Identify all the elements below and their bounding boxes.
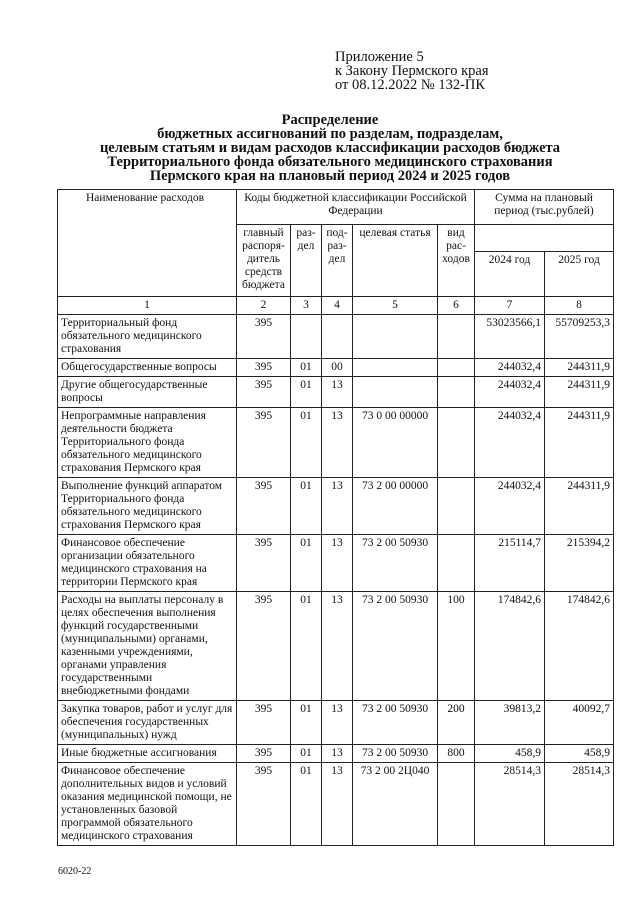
row-vr <box>438 408 475 478</box>
row-sum-2024: 53023566,1 <box>475 315 545 359</box>
table-row <box>58 745 614 763</box>
row-cs <box>353 377 438 408</box>
row-name: Закупка товаров, работ и услуг для обеспечения государственных (муниципальных) нужд <box>58 701 237 745</box>
row-sum-2025: 244311,9 <box>545 359 614 377</box>
row-sum-2024: 458,9 <box>475 745 545 763</box>
row-cs: 73 2 00 50930 <box>353 701 438 745</box>
row-cs: 73 2 00 50930 <box>353 745 438 763</box>
row-name: Иные бюджетные ассигнования <box>58 745 237 763</box>
col-number-3: 3 <box>291 297 322 315</box>
col-number-5: 5 <box>353 297 438 315</box>
row-rz <box>291 315 322 359</box>
row-sum-2025: 458,9 <box>545 745 614 763</box>
table-row <box>58 478 614 535</box>
budget-table <box>57 189 614 846</box>
header-year-2024: 2024 год <box>475 252 545 297</box>
row-rz: 01 <box>291 763 322 846</box>
row-glav: 395 <box>237 315 291 359</box>
row-glav: 395 <box>237 377 291 408</box>
row-rz: 01 <box>291 408 322 478</box>
row-glav: 395 <box>237 701 291 745</box>
row-name: Другие общегосударственные вопросы <box>58 377 237 408</box>
row-glav: 395 <box>237 592 291 701</box>
row-glav: 395 <box>237 408 291 478</box>
row-pr: 13 <box>322 408 353 478</box>
row-vr <box>438 478 475 535</box>
title-line-4: Территориального фонда обязательного медицинского страхования <box>107 154 553 170</box>
row-sum-2025: 244311,9 <box>545 377 614 408</box>
title-line-1: Распределение <box>281 112 379 128</box>
table-row <box>58 315 614 359</box>
table-row <box>58 701 614 745</box>
table-row <box>58 592 614 701</box>
header-glavny: главный распоря-дитель средств бюджета <box>237 225 291 297</box>
col-number-6: 6 <box>438 297 475 315</box>
row-vr: 800 <box>438 745 475 763</box>
row-name: Непрограммные направления деятельности бюджета Территориального фонда обязательного медицинского страхования Пермского края <box>58 408 237 478</box>
row-vr <box>438 763 475 846</box>
title-line-5: Пермского края на плановый период 2024 и 2025 годов <box>149 168 511 184</box>
header-sum-spacer <box>475 225 614 252</box>
row-rz: 01 <box>291 359 322 377</box>
row-sum-2025: 28514,3 <box>545 763 614 846</box>
header-codes-group: Коды бюджетной классификации Российской Федерации <box>237 190 475 225</box>
row-cs: 73 0 00 00000 <box>353 408 438 478</box>
row-cs <box>353 359 438 377</box>
row-sum-2024: 244032,4 <box>475 408 545 478</box>
table-row <box>58 359 614 377</box>
row-vr <box>438 315 475 359</box>
row-cs: 73 2 00 50930 <box>353 535 438 592</box>
row-vr <box>438 377 475 408</box>
row-pr: 13 <box>322 763 353 846</box>
row-pr: 13 <box>322 535 353 592</box>
row-sum-2024: 244032,4 <box>475 478 545 535</box>
row-cs <box>353 315 438 359</box>
row-sum-2025: 40092,7 <box>545 701 614 745</box>
row-pr: 13 <box>322 701 353 745</box>
row-name: Финансовое обеспечение дополнительных видов и условий оказания медицинской помощи, не установленных базовой программой обязательного медицинского страхования <box>58 763 237 846</box>
row-glav: 395 <box>237 478 291 535</box>
row-sum-2024: 174842,6 <box>475 592 545 701</box>
row-pr: 13 <box>322 377 353 408</box>
row-name: Общегосударственные вопросы <box>58 359 237 377</box>
row-sum-2024: 39813,2 <box>475 701 545 745</box>
row-glav: 395 <box>237 535 291 592</box>
row-sum-2025: 174842,6 <box>545 592 614 701</box>
header-name: Наименование расходов <box>58 190 237 297</box>
row-vr <box>438 359 475 377</box>
col-number-1: 1 <box>58 297 237 315</box>
row-sum-2025: 55709253,3 <box>545 315 614 359</box>
row-rz: 01 <box>291 592 322 701</box>
row-cs: 73 2 00 00000 <box>353 478 438 535</box>
header-year-2025: 2025 год <box>545 252 614 297</box>
row-pr: 00 <box>322 359 353 377</box>
table-row <box>58 763 614 846</box>
appendix-block <box>335 50 575 92</box>
row-sum-2024: 28514,3 <box>475 763 545 846</box>
appendix-line-1: Приложение 5 <box>335 49 424 65</box>
row-pr: 13 <box>322 478 353 535</box>
row-vr: 100 <box>438 592 475 701</box>
header-razdel: раз-дел <box>291 225 322 297</box>
row-name: Финансовое обеспечение организации обязательного медицинского страхования на территории Пермского края <box>58 535 237 592</box>
title-line-2: бюджетных ассигнований по разделам, подразделам, <box>157 126 503 142</box>
header-sum-group: Сумма на плановый период (тыс.рублей) <box>475 190 614 225</box>
document-title <box>50 113 610 183</box>
row-glav: 395 <box>237 763 291 846</box>
header-row-1 <box>58 190 614 225</box>
row-sum-2024: 215114,7 <box>475 535 545 592</box>
row-sum-2024: 244032,4 <box>475 359 545 377</box>
row-sum-2025: 244311,9 <box>545 408 614 478</box>
row-name: Расходы на выплаты персоналу в целях обеспечения выполнения функций государственными (муниципальными) органами, казенными учреждениями, органами управления государственными внебюджетными фондами <box>58 592 237 701</box>
row-name: Территориальный фонд обязательного медицинского страхования <box>58 315 237 359</box>
appendix-line-3: от 08.12.2022 № 132-ПК <box>335 77 486 93</box>
column-number-row <box>58 297 614 315</box>
row-rz: 01 <box>291 701 322 745</box>
row-rz: 01 <box>291 745 322 763</box>
row-rz: 01 <box>291 377 322 408</box>
header-tselevaya: целевая статья <box>353 225 438 297</box>
row-pr <box>322 315 353 359</box>
header-podrazdel: под-раз-дел <box>322 225 353 297</box>
footer-code: 6020-22 <box>58 866 92 877</box>
col-number-8: 8 <box>545 297 614 315</box>
row-vr: 200 <box>438 701 475 745</box>
row-rz: 01 <box>291 478 322 535</box>
row-sum-2024: 244032,4 <box>475 377 545 408</box>
row-sum-2025: 244311,9 <box>545 478 614 535</box>
title-line-3: целевым статьям и видам расходов классификации расходов бюджета <box>99 140 561 156</box>
col-number-4: 4 <box>322 297 353 315</box>
row-vr <box>438 535 475 592</box>
col-number-2: 2 <box>237 297 291 315</box>
header-vid: вид рас-ходов <box>438 225 475 297</box>
row-glav: 395 <box>237 745 291 763</box>
appendix-line-2: к Закону Пермского края <box>335 63 489 79</box>
row-cs: 73 2 00 2Ц040 <box>353 763 438 846</box>
row-name: Выполнение функций аппаратом Территориального фонда обязательного медицинского страхования Пермского края <box>58 478 237 535</box>
row-pr: 13 <box>322 745 353 763</box>
table-row <box>58 377 614 408</box>
col-number-7: 7 <box>475 297 545 315</box>
row-cs: 73 2 00 50930 <box>353 592 438 701</box>
row-glav: 395 <box>237 359 291 377</box>
row-sum-2025: 215394,2 <box>545 535 614 592</box>
row-pr: 13 <box>322 592 353 701</box>
row-rz: 01 <box>291 535 322 592</box>
table-row <box>58 535 614 592</box>
table-row <box>58 408 614 478</box>
